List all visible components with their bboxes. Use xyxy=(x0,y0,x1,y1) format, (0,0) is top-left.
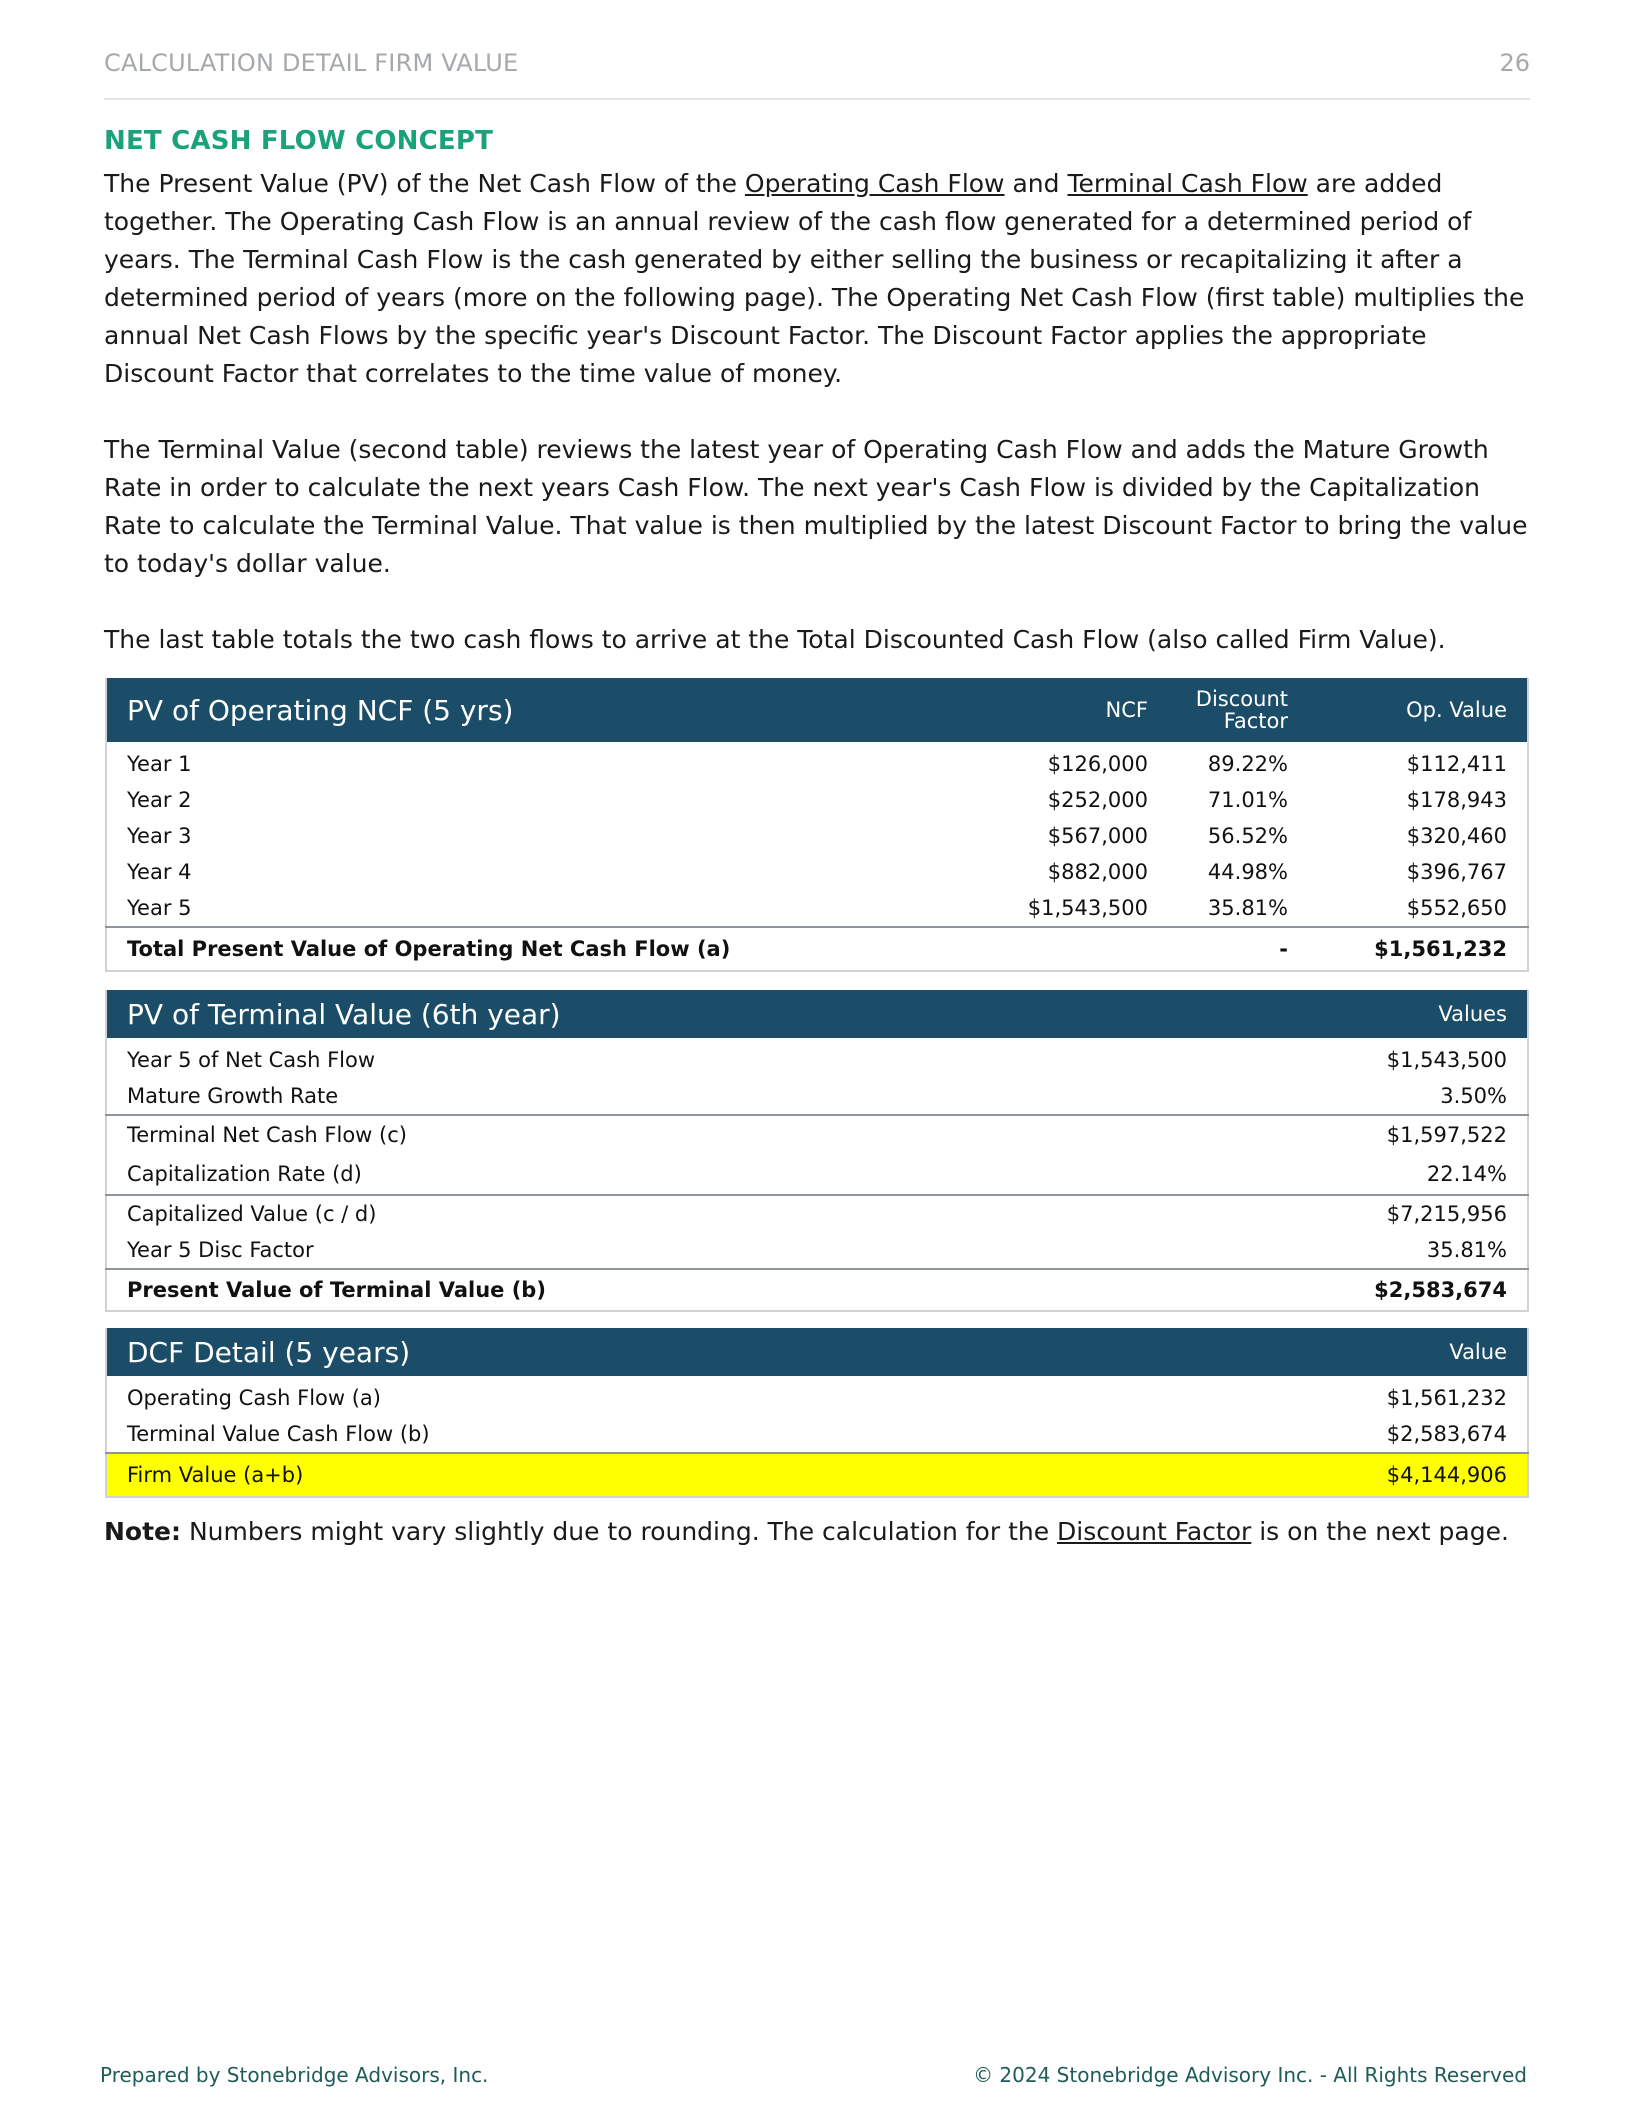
intro-text-1: The Present Value (PV) of the Net Cash Flow of the xyxy=(104,169,745,198)
page-number: 26 xyxy=(1499,49,1530,77)
col-header-discount-factor-line2: Factor xyxy=(1223,709,1288,733)
total-op-value: $1,561,232 xyxy=(1308,927,1528,971)
table-row xyxy=(106,1232,1528,1269)
table-header-row xyxy=(106,1328,1528,1376)
row-label: Operating Cash Flow (a) xyxy=(127,1386,381,1410)
value-cell: 3.50% xyxy=(1440,1084,1507,1108)
table-row xyxy=(106,854,1528,890)
page-header-title: CALCULATION DETAIL FIRM VALUE xyxy=(104,49,519,77)
table-row xyxy=(106,1195,1528,1232)
value-cell: $1,597,522 xyxy=(1228,1115,1528,1154)
table-row xyxy=(106,1115,1528,1154)
note-text-1: Numbers might vary slightly due to rounding. The calculation for the xyxy=(181,1517,1058,1546)
dcf-detail-table-title: DCF Detail (5 years) xyxy=(106,1328,1228,1376)
firm-value-label: Firm Value (a+b) xyxy=(106,1453,1228,1497)
ncf-cell: $1,543,500 xyxy=(1027,896,1148,920)
row-label: Year 1 xyxy=(127,752,192,776)
table-row xyxy=(106,782,1528,818)
total-discount-factor: - xyxy=(1168,927,1308,971)
firm-value-cell: $4,144,906 xyxy=(1228,1453,1528,1497)
discount-factor-link[interactable]: Discount Factor xyxy=(1057,1517,1252,1546)
ncf-cell: $126,000 xyxy=(1047,752,1148,776)
col-header-discount-factor-line1: Discount xyxy=(1195,687,1288,711)
row-label: Year 5 Disc Factor xyxy=(127,1238,314,1262)
firm-value-row xyxy=(106,1453,1528,1497)
operating-ncf-table-title: PV of Operating NCF (5 yrs) xyxy=(106,678,968,742)
op-value-cell: $178,943 xyxy=(1406,788,1507,812)
ncf-cell: $252,000 xyxy=(1047,788,1148,812)
op-value-cell: $396,767 xyxy=(1406,860,1507,884)
page-header xyxy=(104,40,1530,100)
value-cell: $1,543,500 xyxy=(1386,1048,1507,1072)
intro-text-3: are added together. The Operating Cash Flow is an annual review of the cash flow generated for a determined period of years. The Terminal Cash Flow is the cash generated by either selling the business or recapitalizing it after a determined period of years (more on the following page). The Operating Net Cash Flow (first table) multiplies the annual Net Cash Flows by the specific year's Discount Factor. The Discount Factor applies the appropriate Discount Factor that correlates to the time value of money. xyxy=(104,169,1525,388)
last-table-paragraph: The last table totals the two cash flows to arrive at the Total Discounted Cash Flow (also called Firm Value). xyxy=(104,625,1446,654)
ncf-cell: $567,000 xyxy=(1047,824,1148,848)
total-row xyxy=(106,1269,1528,1311)
table-row xyxy=(106,818,1528,854)
table-row xyxy=(106,1038,1528,1078)
row-label: Year 4 xyxy=(127,860,192,884)
table-row xyxy=(106,1154,1528,1195)
value-cell: 22.14% xyxy=(1426,1162,1507,1186)
row-label: Mature Growth Rate xyxy=(127,1084,339,1108)
value-cell: $2,583,674 xyxy=(1228,1269,1528,1311)
table-row xyxy=(106,1078,1528,1115)
discount-factor-cell: 56.52% xyxy=(1207,824,1288,848)
terminal-value-table xyxy=(105,990,1529,1312)
value-cell: $7,215,956 xyxy=(1228,1195,1528,1232)
table-header-row xyxy=(106,990,1528,1038)
col-header-ncf: NCF xyxy=(968,678,1168,742)
total-row xyxy=(106,927,1528,971)
terminal-cash-flow-link[interactable]: Terminal Cash Flow xyxy=(1067,169,1308,198)
table-row xyxy=(106,742,1528,782)
row-label: Terminal Value Cash Flow (b) xyxy=(127,1422,430,1446)
table-row xyxy=(106,1376,1528,1416)
row-label: Year 5 of Net Cash Flow xyxy=(127,1048,376,1072)
footer-copyright: © 2024 Stonebridge Advisory Inc. - All Rights Reserved xyxy=(973,2063,1527,2087)
total-label: Total Present Value of Operating Net Cash Flow (a) xyxy=(106,927,1168,971)
intro-paragraph xyxy=(104,165,1530,393)
discount-factor-cell: 89.22% xyxy=(1207,752,1288,776)
operating-ncf-table xyxy=(105,678,1529,972)
col-header-values: Values xyxy=(1228,990,1528,1038)
row-label: Present Value of Terminal Value (b) xyxy=(106,1269,1228,1311)
row-label: Year 5 xyxy=(127,896,192,920)
ncf-cell: $882,000 xyxy=(1047,860,1148,884)
discount-factor-cell: 35.81% xyxy=(1207,896,1288,920)
discount-factor-cell: 71.01% xyxy=(1207,788,1288,812)
col-header-value: Value xyxy=(1228,1328,1528,1376)
col-header-op-value: Op. Value xyxy=(1308,678,1528,742)
table-header-row xyxy=(106,678,1528,742)
op-value-cell: $112,411 xyxy=(1406,752,1507,776)
intro-text-2: and xyxy=(1004,169,1068,198)
row-label: Terminal Net Cash Flow (c) xyxy=(106,1115,1228,1154)
row-label: Capitalization Rate (d) xyxy=(127,1162,362,1186)
table-row xyxy=(106,890,1528,927)
note xyxy=(104,1517,1509,1546)
table-row xyxy=(106,1416,1528,1453)
note-text-2: is on the next page. xyxy=(1251,1517,1509,1546)
row-label: Capitalized Value (c / d) xyxy=(106,1195,1228,1232)
operating-cash-flow-link[interactable]: Operating Cash Flow xyxy=(744,169,1005,198)
op-value-cell: $552,650 xyxy=(1406,896,1507,920)
terminal-value-paragraph: The Terminal Value (second table) reviews the latest year of Operating Cash Flow and adds the Mature Growth Rate in order to calculate the next years Cash Flow. The next year's Cash Flow is divided by the Capitalization Rate to calculate the Terminal Value. That value is then multiplied by the latest Discount Factor to bring the value to today's dollar value. xyxy=(104,435,1528,578)
terminal-value-table-title: PV of Terminal Value (6th year) xyxy=(106,990,1228,1038)
row-label: Year 3 xyxy=(127,824,192,848)
col-header-discount-factor xyxy=(1168,678,1308,742)
row-label: Year 2 xyxy=(127,788,192,812)
op-value-cell: $320,460 xyxy=(1406,824,1507,848)
value-cell: $2,583,674 xyxy=(1386,1422,1507,1446)
value-cell: 35.81% xyxy=(1426,1238,1507,1262)
section-heading: NET CASH FLOW CONCEPT xyxy=(104,126,494,156)
note-label: Note: xyxy=(104,1517,182,1546)
footer-prepared-by: Prepared by Stonebridge Advisors, Inc. xyxy=(100,2063,489,2087)
value-cell: $1,561,232 xyxy=(1386,1386,1507,1410)
dcf-detail-table xyxy=(105,1328,1529,1498)
discount-factor-cell: 44.98% xyxy=(1207,860,1288,884)
